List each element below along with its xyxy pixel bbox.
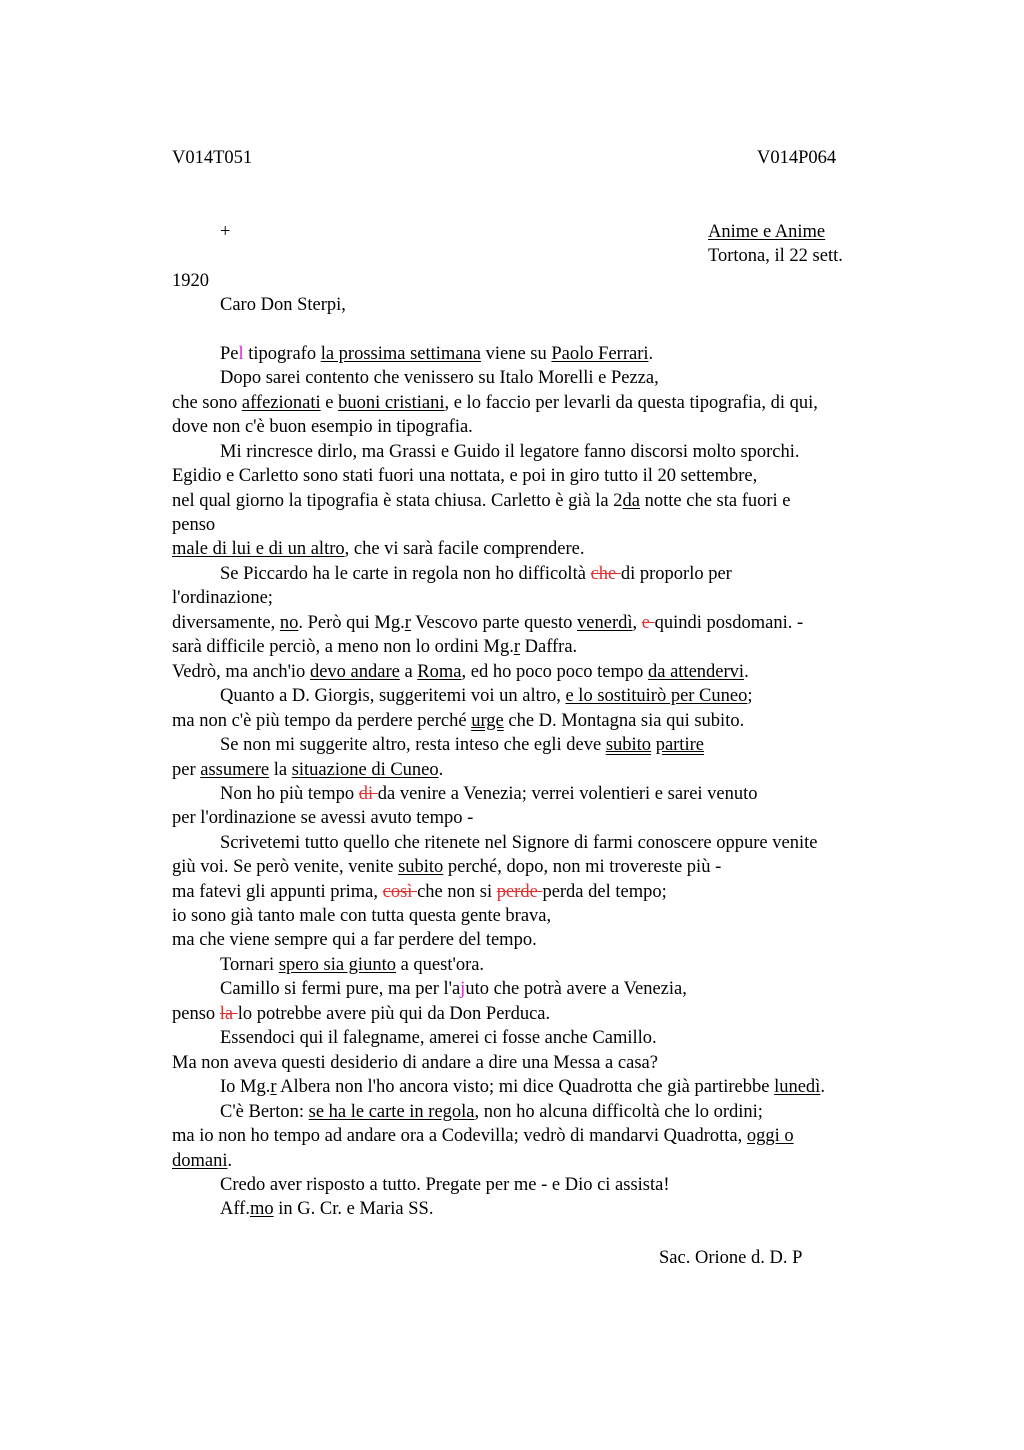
text-run: Ma non aveva questi desiderio di andare a dire una Messa a casa? xyxy=(172,1053,658,1073)
text-run: notte che sta fuori e xyxy=(640,491,791,511)
text-run: , che vi sarà facile comprendere. xyxy=(344,539,585,559)
text-run: ; xyxy=(747,686,753,706)
text-run: perché, dopo, non mi trovereste più - xyxy=(443,857,722,877)
text-run: che D. Montagna sia qui subito. xyxy=(503,711,745,731)
body-line xyxy=(220,1173,670,1197)
text-run: Camillo si fermi pure, ma per l'a xyxy=(220,979,461,999)
underlined-text: r xyxy=(404,613,411,633)
body-line xyxy=(220,440,800,464)
text-run: . xyxy=(438,760,444,780)
body-line xyxy=(172,806,473,830)
body-line xyxy=(220,1075,825,1099)
text-run: Credo aver risposto a tutto. Pregate per me - e Dio ci assista! xyxy=(220,1175,670,1195)
deleted-text: perde xyxy=(496,882,543,902)
body-line xyxy=(220,366,659,390)
underlined-text: r xyxy=(270,1077,277,1097)
date-year: 1920 xyxy=(172,271,209,291)
body-line xyxy=(172,1149,232,1173)
text-run: la xyxy=(269,760,292,780)
underlined-text: no xyxy=(279,613,299,633)
body-line xyxy=(172,513,215,537)
text-run: , non ho alcuna difficoltà che lo ordini; xyxy=(474,1102,763,1122)
text-run: Pe xyxy=(220,344,239,364)
underlined-text: affezionati xyxy=(241,393,321,413)
body-line xyxy=(172,904,551,928)
underlined-text: e lo sostituirò per Cuneo xyxy=(565,686,748,706)
text-run: penso xyxy=(172,515,216,535)
underlined-text: Paolo Ferrari xyxy=(551,344,649,364)
text-run: a quest'ora. xyxy=(395,955,485,975)
text-run: Se Piccardo ha le carte in regola non ho difficoltà xyxy=(220,564,591,584)
text-run: diversamente, xyxy=(172,613,280,633)
signature: Sac. Orione d. D. P xyxy=(659,1248,803,1268)
text-run: che sono xyxy=(172,393,242,413)
text-run: Vedrò, ma anch'io xyxy=(172,662,310,682)
deleted-text: la xyxy=(219,1004,238,1024)
text-run: l'ordinazione; xyxy=(172,588,273,608)
text-run: quindi posdomani. - xyxy=(654,613,804,633)
body-line xyxy=(172,1051,658,1075)
text-run: ma non c'è più tempo da perdere perché xyxy=(172,711,472,731)
text-run: di proporlo per xyxy=(620,564,732,584)
underlined-text: spero sia giunto xyxy=(278,955,396,975)
text-run: e xyxy=(320,393,339,413)
text-run: da venire a Venezia; verrei volentieri e sarei venuto xyxy=(377,784,758,804)
text-run: perda del tempo; xyxy=(542,882,667,902)
text-run: Io Mg. xyxy=(220,1077,271,1097)
text-run: Vescovo parte questo xyxy=(410,613,578,633)
text-run: Tornari xyxy=(220,955,279,975)
underlined-text: assumere xyxy=(200,760,270,780)
body-line xyxy=(172,464,757,488)
underlined-text: mo xyxy=(249,1199,274,1219)
place-date: Tortona, il 22 sett. xyxy=(708,246,843,266)
text-run: ma che viene sempre qui a far perdere del tempo. xyxy=(172,930,537,950)
body-line xyxy=(220,1100,763,1124)
document-code-right: V014P064 xyxy=(757,148,837,168)
underlined-text: domani xyxy=(172,1151,228,1171)
body-line xyxy=(172,880,667,904)
text-run: giù voi. Se però venite, venite xyxy=(172,857,399,877)
text-run: che non si xyxy=(417,882,497,902)
body-line xyxy=(172,489,791,513)
salutation: Caro Don Sterpi, xyxy=(220,295,346,315)
inserted-letter: l xyxy=(238,344,244,364)
text-run: Dopo sarei contento che venissero su Italo Morelli e Pezza, xyxy=(220,368,659,388)
underlined-text: devo andare xyxy=(309,662,400,682)
text-run: Se non mi suggerite altro, resta inteso che egli deve xyxy=(220,735,606,755)
text-run: lo potrebbe avere più qui da Don Perduca. xyxy=(237,1004,551,1024)
body-line xyxy=(220,831,817,855)
body-line xyxy=(220,977,687,1001)
text-run: Egidio e Carletto sono stati fuori una nottata, e poi in giro tutto il 20 settembre, xyxy=(172,466,758,486)
double-underlined-text: partire xyxy=(655,735,704,755)
text-run: penso xyxy=(172,1004,220,1024)
body-line xyxy=(172,660,749,684)
underlined-text: lunedì xyxy=(774,1077,821,1097)
document-code-left: V014T051 xyxy=(172,148,253,168)
text-run: , e lo faccio per levarli da questa tipografia, di qui, xyxy=(444,393,818,413)
body-line xyxy=(172,635,577,659)
body-line xyxy=(220,953,484,977)
underlined-text: la prossima settimana xyxy=(320,344,481,364)
text-run: . xyxy=(820,1077,825,1097)
underlined-text: venerdì xyxy=(577,613,633,633)
text-run: , ed ho poco poco tempo xyxy=(461,662,648,682)
text-run: tipografo xyxy=(243,344,321,364)
deleted-text: che xyxy=(590,564,621,584)
text-run: Daffra. xyxy=(520,637,578,657)
text-run: C'è Berton: xyxy=(220,1102,309,1122)
text-run: Essendoci qui il falegname, amerei ci fosse anche Camillo. xyxy=(220,1028,657,1048)
body-line xyxy=(172,611,803,635)
underlined-text: oggi o xyxy=(746,1126,794,1146)
text-run: uto che potrà avere a Venezia, xyxy=(465,979,687,999)
body-line xyxy=(220,733,704,757)
underlined-text: Roma xyxy=(417,662,462,682)
underlined-text: da attendervi xyxy=(648,662,745,682)
underlined-text: situazione di Cuneo xyxy=(291,760,439,780)
text-run: Quanto a D. Giorgis, suggeritemi voi un altro, xyxy=(220,686,566,706)
deleted-text: e xyxy=(641,613,655,633)
text-run: Aff. xyxy=(220,1199,250,1219)
text-run: . xyxy=(227,1151,233,1171)
body-line xyxy=(172,586,273,610)
text-run: Non ho più tempo xyxy=(220,784,359,804)
text-run: dove non c'è buon esempio in tipografia. xyxy=(172,417,473,437)
text-run: io sono già tanto male con tutta questa gente brava, xyxy=(172,906,552,926)
body-line xyxy=(220,1026,657,1050)
text-run: . xyxy=(744,662,749,682)
text-run: viene su xyxy=(481,344,552,364)
text-run: . Però qui Mg. xyxy=(298,613,405,633)
text-run: Mi rincresce dirlo, ma Grassi e Guido il legatore fanno discorsi molto sporchi. xyxy=(220,442,800,462)
body-line xyxy=(172,415,473,439)
underlined-text: r xyxy=(513,637,520,657)
underlined-text: se ha le carte in regola xyxy=(308,1102,475,1122)
body-line xyxy=(172,709,744,733)
cross-mark: + xyxy=(220,222,231,242)
body-line xyxy=(220,782,758,806)
text-run: per l'ordinazione se avessi avuto tempo - xyxy=(172,808,474,828)
deleted-text: di xyxy=(358,784,378,804)
inserted-letter: j xyxy=(460,979,466,999)
underlined-text: da xyxy=(622,491,640,511)
text-run: in G. Cr. e Maria SS. xyxy=(273,1199,434,1219)
body-line xyxy=(220,342,653,366)
body-line xyxy=(172,928,537,952)
text-run: , xyxy=(632,613,642,633)
double-underlined-text: urge xyxy=(471,711,504,731)
underlined-text: male di lui e di un altro xyxy=(172,539,345,559)
text-run: . xyxy=(648,344,654,364)
body-line xyxy=(172,758,443,782)
text-run: Albera non l'ho ancora visto; mi dice Quadrotta che già partirebbe xyxy=(276,1077,775,1097)
body-line xyxy=(220,684,753,708)
text-run: sarà difficile perciò, a meno non lo ordini Mg. xyxy=(172,637,514,657)
letter-heading-title: Anime e Anime xyxy=(708,222,826,242)
deleted-text: così xyxy=(382,882,418,902)
text-run: Scrivetemi tutto quello che ritenete nel Signore di farmi conoscere oppure venite xyxy=(220,833,818,853)
body-line xyxy=(220,1197,433,1221)
body-line xyxy=(172,391,818,415)
underlined-text: subito xyxy=(398,857,444,877)
body-line xyxy=(172,1124,794,1148)
body-line xyxy=(220,562,732,586)
underlined-text: buoni cristiani xyxy=(338,393,445,413)
text-run: ma io non ho tempo ad andare ora a Codevilla; vedrò di mandarvi Quadrotta, xyxy=(172,1126,747,1146)
text-run: nel qual giorno la tipografia è stata chiusa. Carletto è già la 2 xyxy=(172,491,623,511)
body-line xyxy=(172,537,584,561)
text-run: per xyxy=(172,760,201,780)
body-line xyxy=(172,855,721,879)
text-run: ma fatevi gli appunti prima, xyxy=(172,882,383,902)
body-line xyxy=(172,1002,550,1026)
double-underlined-text: subito xyxy=(605,735,652,755)
text-run: a xyxy=(399,662,418,682)
